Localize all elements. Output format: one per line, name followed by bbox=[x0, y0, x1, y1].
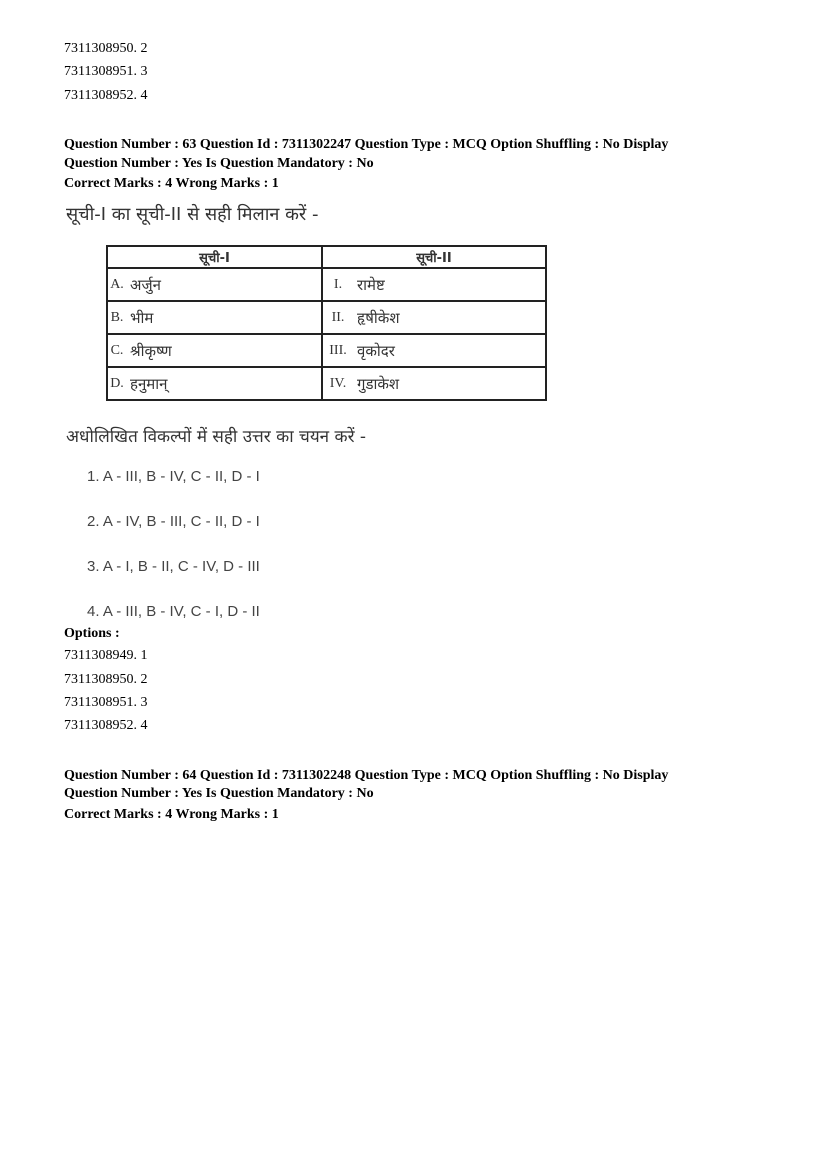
row-value-right: गुडाकेश bbox=[353, 367, 546, 400]
q63-header-line2: Question Number : Yes Is Question Mandatory : No bbox=[64, 156, 374, 171]
q63-marks: Correct Marks : 4 Wrong Marks : 1 bbox=[64, 176, 279, 191]
q63-option-3: 7311308951. 3 bbox=[64, 695, 148, 710]
row-key-left: B. bbox=[107, 301, 126, 334]
q63-choice-4: 4. A - III, B - IV, C - I, D - II bbox=[87, 603, 260, 620]
row-key-left: A. bbox=[107, 268, 126, 301]
q63-header-line1: Question Number : 63 Question Id : 7311302247 Question Type : MCQ Option Shuffling : No Display bbox=[64, 137, 669, 152]
q63-option-4: 7311308952. 4 bbox=[64, 718, 148, 733]
q63-options-label: Options : bbox=[64, 626, 120, 641]
q64-marks: Correct Marks : 4 Wrong Marks : 1 bbox=[64, 807, 279, 822]
row-value-left: भीम bbox=[126, 301, 322, 334]
prev-option-2: 7311308950. 2 bbox=[64, 41, 148, 56]
q63-prompt: अधोलिखित विकल्पों में सही उत्तर का चयन करें - bbox=[66, 427, 367, 447]
table-row bbox=[107, 367, 546, 400]
table-row bbox=[107, 268, 546, 301]
row-value-right: रामेष्ट bbox=[353, 268, 546, 301]
q63-choice-3: 3. A - I, B - II, C - IV, D - III bbox=[87, 558, 260, 575]
row-value-left: अर्जुन bbox=[126, 268, 322, 301]
row-key-left: C. bbox=[107, 334, 126, 367]
row-value-right: वृकोदर bbox=[353, 334, 546, 367]
row-key-right: III. bbox=[322, 334, 353, 367]
q63-option-2: 7311308950. 2 bbox=[64, 672, 148, 687]
match-table bbox=[106, 245, 547, 401]
table-col1-header: सूची-I bbox=[107, 246, 322, 268]
table-col2-header: सूची-II bbox=[322, 246, 546, 268]
table-row bbox=[107, 334, 546, 367]
table-row bbox=[107, 301, 546, 334]
row-key-right: I. bbox=[322, 268, 353, 301]
q64-header-line1: Question Number : 64 Question Id : 7311302248 Question Type : MCQ Option Shuffling : No Display bbox=[64, 768, 669, 783]
q64-header-line2: Question Number : Yes Is Question Mandatory : No bbox=[64, 786, 374, 801]
row-value-left: श्रीकृष्ण bbox=[126, 334, 322, 367]
prev-option-3: 7311308951. 3 bbox=[64, 64, 148, 79]
prev-option-4: 7311308952. 4 bbox=[64, 88, 148, 103]
row-key-left: D. bbox=[107, 367, 126, 400]
q63-choice-1: 1. A - III, B - IV, C - II, D - I bbox=[87, 468, 260, 485]
q63-choice-2: 2. A - IV, B - III, C - II, D - I bbox=[87, 513, 260, 530]
row-value-right: हृषीकेश bbox=[353, 301, 546, 334]
q63-option-1: 7311308949. 1 bbox=[64, 648, 148, 663]
q63-instruction: सूची-I का सूची-II से सही मिलान करें - bbox=[66, 204, 319, 225]
row-key-right: IV. bbox=[322, 367, 353, 400]
row-value-left: हनुमान् bbox=[126, 367, 322, 400]
row-key-right: II. bbox=[322, 301, 353, 334]
